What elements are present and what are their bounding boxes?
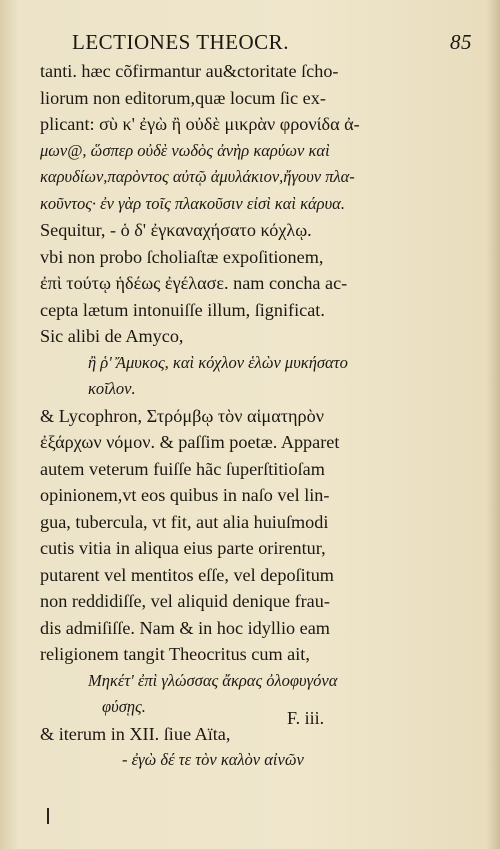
text-line: ἢ ῥ' Ἄμυκος, καὶ κόχλον ἑλὼν μυκήσατο (88, 352, 348, 372)
text-line: putarent vel mentitos eſſe, vel depoſitum (40, 564, 334, 585)
signature-mark: F. iii. (287, 708, 325, 728)
text-line: ἐξάρχων νόμον. & paſſim poetæ. Apparet (40, 432, 340, 452)
text-line: non reddidiſſe, vel aliquid denique frau- (40, 591, 330, 611)
running-title: LECTIONES THEOCR. (72, 30, 289, 54)
text-line: & Lycophron, Στρόμβῳ τὸν αἱματηρὸν (40, 405, 324, 426)
text-line: dis admiſiſſe. Nam & in hoc idyllio eam (40, 617, 330, 638)
text-line: μων@, ὥσπερ οὐδὲ νωδὸς ἀνὴρ καρύων καὶ (40, 140, 330, 160)
text-line: κοῦντος· ἐν γὰρ τοῖς πλακοῦσιν εἰσὶ καὶ κάρυα. (40, 193, 345, 213)
text-line: ἐπὶ τούτῳ ἡδέως ἐγέλασε. nam concha ac- (40, 273, 348, 293)
text-line: religionem tangit Theocritus cum ait, (40, 644, 310, 664)
text-line: Sequitur, - ὁ δ' ἐγκαναχήσατο κόχλῳ. (40, 220, 312, 240)
text-line: plicant: σὺ κ' ἐγὼ ἢ οὐδὲ μικρὰν φρονίδα ἀ- (40, 114, 360, 134)
body-text (40, 58, 460, 774)
text-line: tanti. hæc cõfirmantur au&ctoritate ſcho- (40, 61, 339, 81)
text-line: cutis vitia in aliqua eius parte orirentur, (40, 538, 326, 558)
text-line: & iterum in XII. ſiue Aïta, (40, 723, 231, 744)
text-line: - ἐγὼ δέ τε τὸν καλὸν αἰνῶν (122, 750, 304, 769)
page-number: 85 (450, 30, 472, 54)
text-line: liorum non editorum,quæ locum ſic ex- (40, 87, 326, 108)
text-line: Sic alibi de Amyco, (40, 326, 184, 346)
text-line: opinionem,vt eos quibus in naſo vel lin- (40, 485, 330, 505)
text-line: Μηκέτ' ἐπὶ γλώσσας ἄκρας ὀλοφυγόνα (88, 670, 338, 690)
text-line: autem veterum fuiſſe hãc ſuperſtitioſam (40, 458, 325, 479)
text-line: κοῖλον. (88, 379, 136, 398)
text-line: cepta lætum intonuiſſe illum, ſignificat. (40, 299, 325, 320)
running-head (72, 30, 472, 56)
text-line: καρυδίων,παρὸντος αὐτῷ ἀμυλάκιον,ἤγουν πλα- (40, 167, 355, 186)
text-line: φύσῃς. (102, 697, 146, 716)
ink-mark (47, 808, 49, 824)
text-line: vbi non probo ſcholiaſtæ expoſitionem, (40, 246, 324, 267)
text-line: gua, tubercula, vt fit, aut alia huiuſmodi (40, 511, 329, 532)
page-edge (486, 0, 500, 849)
